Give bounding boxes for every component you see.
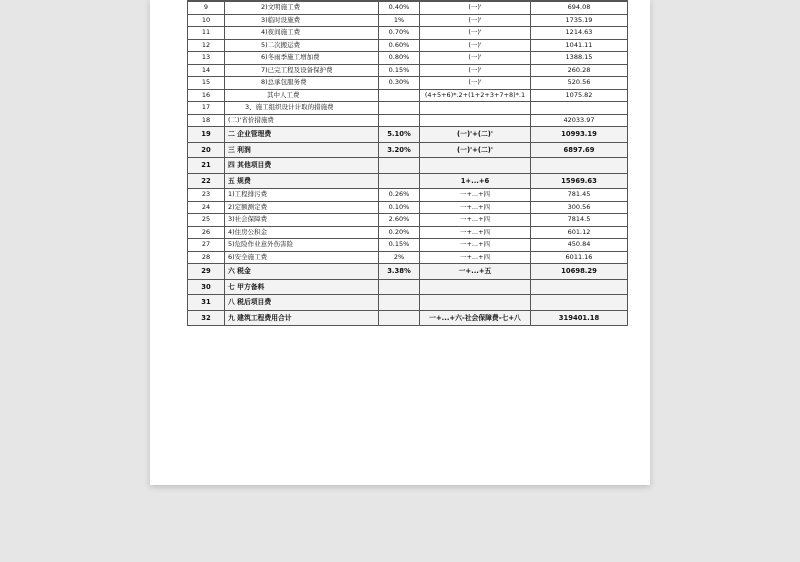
- cell-name: 三 利润: [225, 142, 379, 158]
- cell-basis: 一+...+四: [420, 214, 531, 227]
- table-row: [188, 226, 628, 239]
- cell-no: 27: [188, 239, 225, 252]
- cell-rate: 0.70%: [379, 27, 420, 40]
- table-row: [188, 52, 628, 65]
- cell-no: 28: [188, 251, 225, 264]
- cell-amount: 1214.63: [531, 27, 628, 40]
- table-row: [188, 27, 628, 40]
- cell-amount: 42033.97: [531, 114, 628, 127]
- cell-amount: 6011.16: [531, 251, 628, 264]
- table-row: [188, 201, 628, 214]
- cell-basis: 一+...+四: [420, 239, 531, 252]
- cell-rate: 0.60%: [379, 39, 420, 52]
- cell-no: 22: [188, 173, 225, 189]
- cell-amount: 450.84: [531, 239, 628, 252]
- cell-basis: (一)': [420, 77, 531, 90]
- cell-name: 3)社会保障费: [225, 214, 379, 227]
- cell-no: 13: [188, 52, 225, 65]
- table-row: [188, 39, 628, 52]
- cell-name: 5)危险作业意外伤害险: [225, 239, 379, 252]
- cell-no: 29: [188, 264, 225, 280]
- cell-name: 4)夜间施工费: [225, 27, 379, 40]
- table-row: [188, 77, 628, 90]
- cell-name: 8)总承包服务费: [225, 77, 379, 90]
- cell-amount: 6897.69: [531, 142, 628, 158]
- cell-no: 10: [188, 14, 225, 27]
- table-row: [188, 310, 628, 326]
- cell-rate: 2.60%: [379, 214, 420, 227]
- cell-basis: 一+...+五: [420, 264, 531, 280]
- cell-amount: 601.12: [531, 226, 628, 239]
- table-row: [188, 64, 628, 77]
- cell-name: 2)定额测定费: [225, 201, 379, 214]
- table-row: [188, 189, 628, 202]
- cell-no: 23: [188, 189, 225, 202]
- cell-rate: [379, 102, 420, 115]
- table-row: [188, 173, 628, 189]
- cell-rate: 2%: [379, 251, 420, 264]
- cell-no: 15: [188, 77, 225, 90]
- cell-amount: 7814.5: [531, 214, 628, 227]
- cell-basis: (4+5+6)*.2+(1+2+3+7+8)*.1: [420, 89, 531, 102]
- cell-rate: [379, 173, 420, 189]
- cost-summary-table: [187, 0, 628, 326]
- table-row: [188, 2, 628, 15]
- cell-no: 20: [188, 142, 225, 158]
- cell-no: 9: [188, 2, 225, 15]
- cell-name: 其中人工费: [225, 89, 379, 102]
- cell-basis: (一)'+(二)': [420, 142, 531, 158]
- cell-amount: 694.08: [531, 2, 628, 15]
- cell-rate: [379, 158, 420, 174]
- cell-amount: 1041.11: [531, 39, 628, 52]
- cell-name: 3、施工组织设计计取的措施费: [225, 102, 379, 115]
- table-row: [188, 239, 628, 252]
- cell-amount: [531, 295, 628, 311]
- cell-amount: 1735.19: [531, 14, 628, 27]
- cell-rate: 0.80%: [379, 52, 420, 65]
- cell-rate: 1%: [379, 14, 420, 27]
- cell-name: 1)工程排污费: [225, 189, 379, 202]
- cell-amount: [531, 279, 628, 295]
- cell-rate: 0.40%: [379, 2, 420, 15]
- cell-basis: [420, 158, 531, 174]
- cell-amount: 300.56: [531, 201, 628, 214]
- table-row: [188, 251, 628, 264]
- cell-basis: 一+...+四: [420, 201, 531, 214]
- cell-no: 32: [188, 310, 225, 326]
- cell-rate: [379, 114, 420, 127]
- cell-rate: 0.20%: [379, 226, 420, 239]
- cell-amount: 781.45: [531, 189, 628, 202]
- cell-basis: 一+...+四: [420, 226, 531, 239]
- cell-amount: 10698.29: [531, 264, 628, 280]
- cell-no: 17: [188, 102, 225, 115]
- cell-name: 3)临时设施费: [225, 14, 379, 27]
- cell-no: 14: [188, 64, 225, 77]
- cell-rate: 3.38%: [379, 264, 420, 280]
- cell-amount: 10993.19: [531, 127, 628, 143]
- cell-name: 八 税后项目费: [225, 295, 379, 311]
- cell-no: 19: [188, 127, 225, 143]
- cell-rate: [379, 310, 420, 326]
- cell-name: 6)冬雨季施工增加费: [225, 52, 379, 65]
- cell-rate: 5.10%: [379, 127, 420, 143]
- cell-basis: 一+...+四: [420, 251, 531, 264]
- cell-rate: 0.10%: [379, 201, 420, 214]
- cell-amount: 1388.15: [531, 52, 628, 65]
- cell-name: 四 其他项目费: [225, 158, 379, 174]
- cell-basis: (一)': [420, 2, 531, 15]
- cell-basis: 一+...+四: [420, 189, 531, 202]
- cell-amount: 1075.82: [531, 89, 628, 102]
- cell-basis: [420, 102, 531, 115]
- cell-rate: 3.20%: [379, 142, 420, 158]
- cell-name: 6)安全施工费: [225, 251, 379, 264]
- cell-no: 25: [188, 214, 225, 227]
- cell-amount: 520.56: [531, 77, 628, 90]
- table-body: [188, 1, 628, 326]
- cell-name: 九 建筑工程费用合计: [225, 310, 379, 326]
- cell-amount: 319401.18: [531, 310, 628, 326]
- cell-basis: [420, 295, 531, 311]
- cell-no: 24: [188, 201, 225, 214]
- cell-basis: 一+...+六-社会保障费-七+八: [420, 310, 531, 326]
- cell-name: 二 企业管理费: [225, 127, 379, 143]
- cell-name: 五 规费: [225, 173, 379, 189]
- cell-rate: [379, 295, 420, 311]
- cell-basis: (一)': [420, 39, 531, 52]
- table-row: [188, 89, 628, 102]
- cell-name: 7)已完工程及设备保护费: [225, 64, 379, 77]
- cell-no: 26: [188, 226, 225, 239]
- cell-basis: [420, 279, 531, 295]
- table-row: [188, 158, 628, 174]
- cell-no: 11: [188, 27, 225, 40]
- cell-amount: [531, 102, 628, 115]
- cell-basis: (一)': [420, 27, 531, 40]
- table-row: [188, 295, 628, 311]
- cell-basis: [420, 114, 531, 127]
- cell-basis: 1+...+6: [420, 173, 531, 189]
- table-row: [188, 264, 628, 280]
- table-row: [188, 214, 628, 227]
- cell-no: 21: [188, 158, 225, 174]
- table-row: [188, 14, 628, 27]
- cell-rate: 0.15%: [379, 64, 420, 77]
- cell-name: 六 税金: [225, 264, 379, 280]
- cell-name: 2)文明施工费: [225, 2, 379, 15]
- cell-rate: [379, 279, 420, 295]
- cell-rate: 0.30%: [379, 77, 420, 90]
- cell-rate: 0.15%: [379, 239, 420, 252]
- cell-basis: (一)': [420, 14, 531, 27]
- cell-no: 16: [188, 89, 225, 102]
- cell-basis: (一)': [420, 52, 531, 65]
- cell-no: 31: [188, 295, 225, 311]
- table-row: [188, 142, 628, 158]
- cell-no: 12: [188, 39, 225, 52]
- cell-basis: (一)'+(二)': [420, 127, 531, 143]
- document-page: [150, 0, 650, 485]
- table-row: [188, 279, 628, 295]
- cell-no: 30: [188, 279, 225, 295]
- table-row: [188, 114, 628, 127]
- cell-rate: [379, 89, 420, 102]
- cell-name: 4)住房公积金: [225, 226, 379, 239]
- cell-amount: 15969.63: [531, 173, 628, 189]
- cell-no: 18: [188, 114, 225, 127]
- cell-name: 5)二次搬运费: [225, 39, 379, 52]
- cell-amount: 260.28: [531, 64, 628, 77]
- cell-basis: (一)': [420, 64, 531, 77]
- cell-name: (二)'省价措施费: [225, 114, 379, 127]
- table-row: [188, 127, 628, 143]
- table-row: [188, 102, 628, 115]
- cell-amount: [531, 158, 628, 174]
- cell-name: 七 甲方备料: [225, 279, 379, 295]
- cell-rate: 0.26%: [379, 189, 420, 202]
